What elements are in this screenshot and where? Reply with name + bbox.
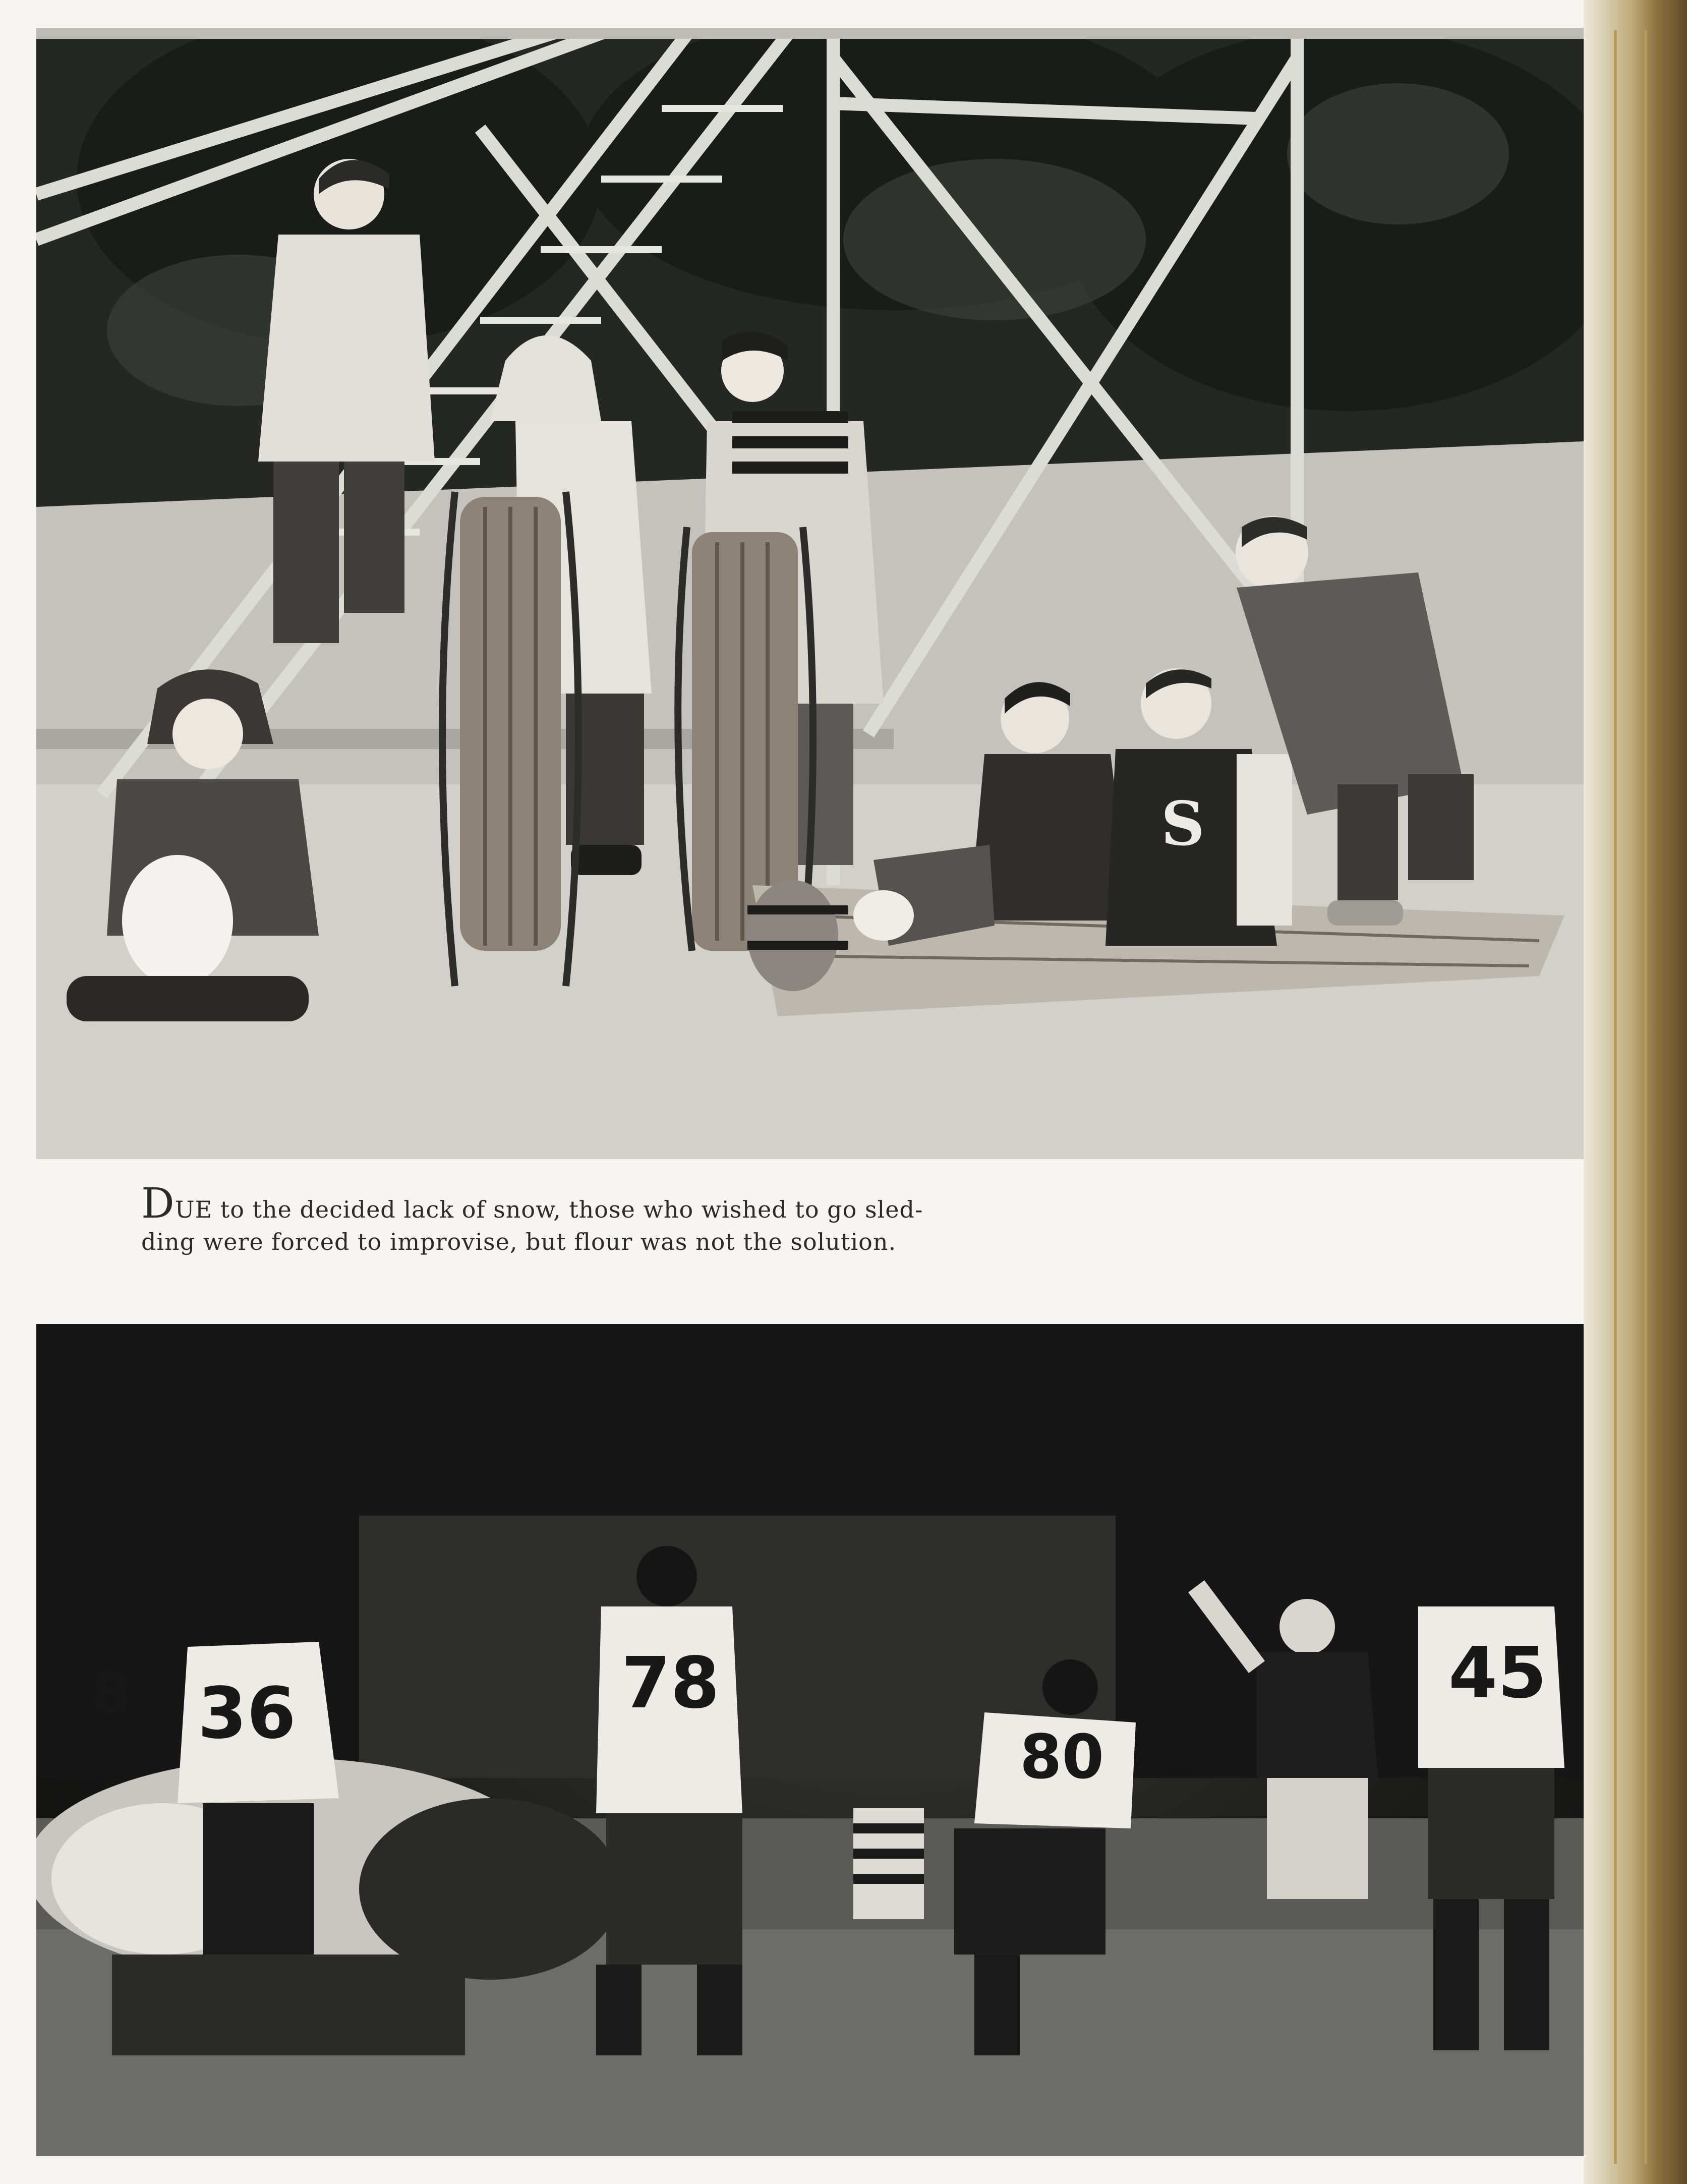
jersey-number-80: 80 [1020,1722,1104,1793]
sweater-letter: S [1161,788,1205,859]
flour-bag [122,855,233,986]
jersey-number-45: 45 [1448,1632,1547,1714]
photo-caption [141,1180,1009,1258]
photo-sledding [36,28,1584,1159]
book-spine-edge [1584,0,1687,2184]
caption-line-1-text: to the decided lack of snow, those who wished to go sled- [212,1196,923,1223]
caption-line-1 [141,1180,1009,1228]
football-illustration [36,1324,1584,2156]
photo-football [36,1324,1584,2156]
standing-sled-left [442,492,578,986]
caption-dropcap: D [141,1180,175,1228]
sledding-illustration [36,28,1584,1159]
jersey-number-36: 36 [198,1673,296,1755]
spine-line [1614,30,1617,2164]
jersey-number-78: 78 [621,1642,720,1725]
caption-line-2: ding were forced to improvise, but flour was not the solution. [141,1228,897,1255]
spine-line [1644,30,1647,2164]
caption-smallcaps: UE [174,1196,213,1223]
jersey-number-8: 8 [92,1661,131,1726]
referee [853,1808,924,1919]
